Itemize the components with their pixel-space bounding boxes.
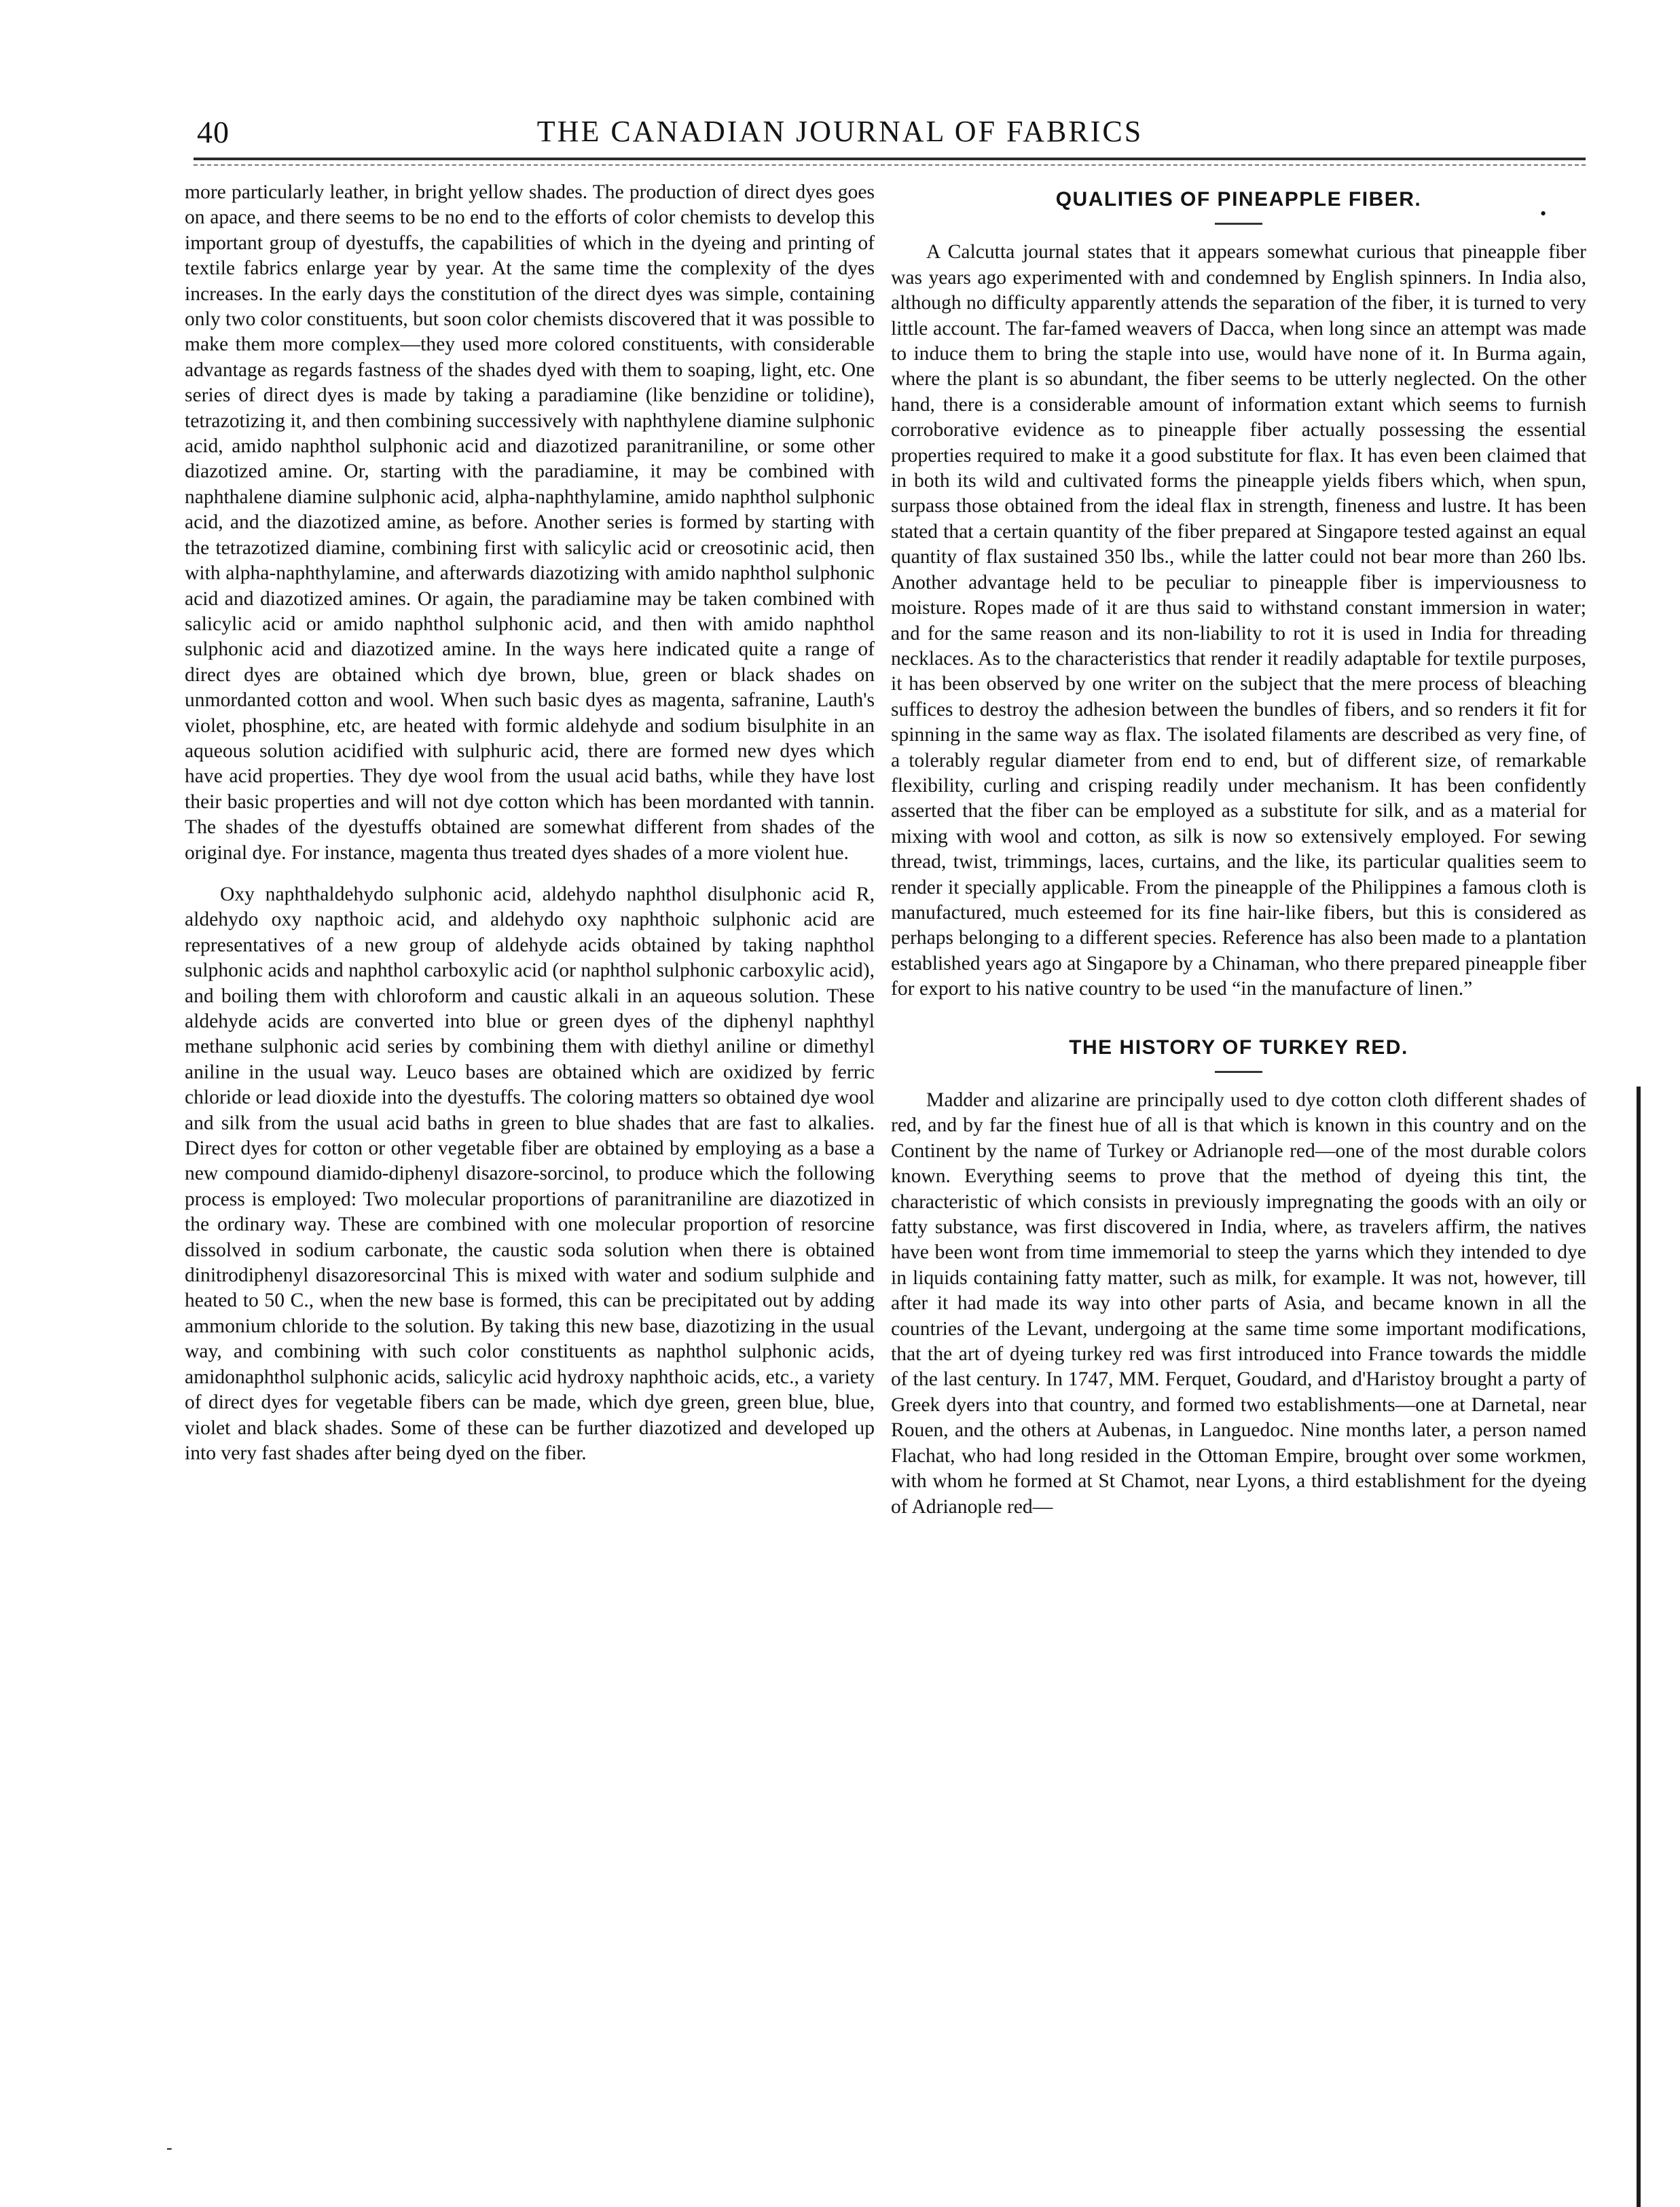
article-title-turkey-red: THE HISTORY OF TURKEY RED.: [1069, 1036, 1408, 1059]
left-paragraph-1: more particularly leather, in bright yellow shades. The production of direct dyes goes on apace, and there seems to be no end to the efforts of color chemists to develop this important group of dyestuffs, the capabilities of which in the dyeing and printing of textile fabrics enlarge year by year. At the same time the complexity of the dyes increases. In the early days the constitution of the direct dyes was simple, containing only two color constituents, but soon color chemists discovered that it was possible to make them more complex—they used more colored constituents, with considerable advantage as regards fastness of the shades dyed with them to soaping, light, etc. One series of direct dyes is made by taking a paradiamine (like benzidine or tolidine), tetrazotizing it, and then combining successively with naphthylene diamine sulphonic acid, amido naphthol sulphonic acid and diazotized paranitraniline, or some other diazotized amine. Or, starting with the paradiamine, it may be combined with naphthalene diamine sulphonic acid, alpha-naphthylamine, amido naphthol sulphonic acid, and the diazotized amine, as before. Another series is formed by starting with the tetrazotized diamine, combining first with salicylic acid or creosotinic acid, then with alpha-naphthylamine, and afterwards diazotizing with amido naphthol sulphonic acid and diazotized amines. Or again, the paradiamine may be taken combined with salicylic acid or amido naphthol sulphonic acid, and then with amido naphthol sulphonic acid and diazotized amine. In the ways here indicated quite a range of direct dyes are obtained which dye brown, blue, green or black shades on unmordanted cotton and wool. When such basic dyes as magenta, safranine, Lauth's violet, phosphine, etc, are heated with formic aldehyde and sodium bisulphite in an aqueous solution acidified with sulphuric acid, there are formed new dyes which have acid properties. They dye wool from the usual acid baths, while they have lost their basic properties and will not dye cotton which has been mordanted with tannin. The shades of the dyestuffs obtained are somewhat different from shades of the original dye. For instance, magenta thus treated dyes shades of a more violent hue.: [185, 181, 875, 864]
journal-title: THE CANADIAN JOURNAL OF FABRICS: [536, 115, 1144, 148]
article-title-pineapple: QUALITIES OF PINEAPPLE FIBER.: [1055, 188, 1422, 211]
left-column: [185, 180, 875, 1466]
scan-edge-bar: [1637, 1087, 1641, 2207]
stray-mark: •: [1540, 204, 1547, 223]
scan-mark: -: [166, 2138, 172, 2157]
header-rule-thin: [194, 164, 1586, 166]
header-rule: [194, 158, 1586, 160]
article-body-turkey-red: Madder and alizarine are principally used to dye cotton cloth different shades of red, and by far the finest hue of all is that which is known in this country and on the Continent by the name of Turkey or Adrianople red—one of the most durable colors known. Everything seems to prove that the method of dyeing this tint, the characteristic of which consists in previously impregnating the goods with an oily or fatty substance, was first discovered in India, where, as travelers affirm, the natives have been wont from time immemorial to steep the yarns which they intended to dye in liquids containing fatty matter, such as milk, for example. It was not, however, till after it had made its way into other parts of Asia, and became known in all the countries of the Levant, undergoing at the same time some important modifications, that the art of dyeing turkey red was first introduced into France towards the middle of the last century. In 1747, MM. Ferquet, Goudard, and d'Haristoy brought a party of Greek dyers into that country, and formed two establishments—one at Darnetal, near Rouen, and the others at Aubenas, in Languedoc. Nine months later, a person named Flachat, who had long resided in the Ottoman Empire, brought over some workmen, with whom he formed at St Chamot, near Lyons, a third establishment for the dyeing of Adrianople red—: [891, 1089, 1586, 1518]
right-column: [891, 180, 1586, 1520]
article-body-pineapple: A Calcutta journal states that it appears somewhat curious that pineapple fiber was years ago experimented with and condemned by English spinners. In India also, although no difficulty apparently attends the separation of the fiber, it is turned to very little account. The far-famed weavers of Dacca, when long since an attempt was made to induce them to bring the staple into use, would have none of it. In Burma again, where the plant is so abundant, the fiber seems to be utterly neglected. On the other hand, there is a considerable amount of information extant which seems to furnish corroborative evidence as to pineapple fiber actually possessing the essential properties required to make it a good substitute for flax. It has even been claimed that in both its wild and cultivated forms the pineapple yields fibers which, when spun, surpass those obtained from the ideal flax in strength, fineness and lustre. It has been stated that a certain quantity of the fiber prepared at Singapore tested against an equal quantity of flax sustained 350 lbs., while the latter could not bear more than 260 lbs. Another advantage held to be peculiar to pineapple fiber is imperviousness to moisture. Ropes made of it are thus said to withstand constant immersion in water; and for the same reason and its non-liability to rot it is used in India for threading necklaces. As to the characteristics that render it readily adaptable for textile purposes, it has been observed by one writer on the subject that the mere process of bleaching suffices to destroy the adhesion between the bundles of fibers, and so renders it fit for spinning in the same way as flax. The isolated filaments are described as very fine, of a tolerably regular diameter from end to end, but of different size, of remarkable flexibility, curling and crisping readily under mechanism. It has been confidently asserted that the fiber can be employed as a substitute for silk, and as a material for mixing with wool and cotton, as silk is now so extensively employed. For sewing thread, twist, trimmings, laces, curtains, and the like, its particular qualities seem to render it specially applicable. From the pineapple of the Philippines a famous cloth is manufactured, much esteemed for its fine hair-like fibers, but this is considered as perhaps belonging to a different species. Reference has also been made to a plantation established years ago at Singapore by a Chinaman, who there prepared pineapple fiber for export to his native country to be used “in the manufacture of linen.”: [891, 241, 1586, 1000]
article-gap: [891, 1002, 1586, 1028]
title-rule: [1215, 223, 1262, 225]
paragraph-gap: [185, 866, 875, 882]
title-rule: [1215, 1071, 1262, 1073]
left-paragraph-2: Oxy naphthaldehydo sulphonic acid, aldehydo naphthol disulphonic acid R, aldehydo oxy napthoic acid, and aldehydo oxy naphthoic sulphonic acid are representatives of a new group of aldehyde acids obtained by taking naphthol sulphonic acids and naphthol carboxylic acid (or naphthol sulphonic carboxylic acid), and boiling them with chloroform and caustic alkali in an aqueous solution. These aldehyde acids are converted into blue or green dyes of the diphenyl naphthyl methane sulphonic acid series by combining them with diethyl aniline or dimethyl aniline in the usual way. Leuco bases are obtained which are oxidized by ferric chloride or lead dioxide into the dyestuffs. The coloring matters so obtained dye wool and silk from the usual acid baths in green to blue shades that are fast to alkalies. Direct dyes for cotton or other vegetable fiber are obtained by employing as a base a new compound diamido-diphenyl disazore-sorcinol, to produce which the following process is employed: Two molecular proportions of paranitraniline are diazotized in the ordinary way. These are combined with one molecular proportion of resorcine dissolved in sodium carbonate, the caustic soda solution when there is obtained dinitrodiphenyl disazoresorcinal This is mixed with water and sodium sulphide and heated to 50 C., when the new base is formed, this can be precipitated out by adding ammonium chloride to the solution. By taking this new base, diazotizing in the usual way, and combining with such color constituents as naphthol sulphonic acids, amidonaphthol sulphonic acids, salicylic acid hydroxy naphthoic acids, etc., a variety of direct dyes for vegetable fibers can be made, which dye green, green blue, blue, violet and black shades. Some of these can be further diazotized and developed up into very fast shades after being dyed on the fiber.: [185, 883, 875, 1464]
page-number: 40: [197, 115, 230, 149]
